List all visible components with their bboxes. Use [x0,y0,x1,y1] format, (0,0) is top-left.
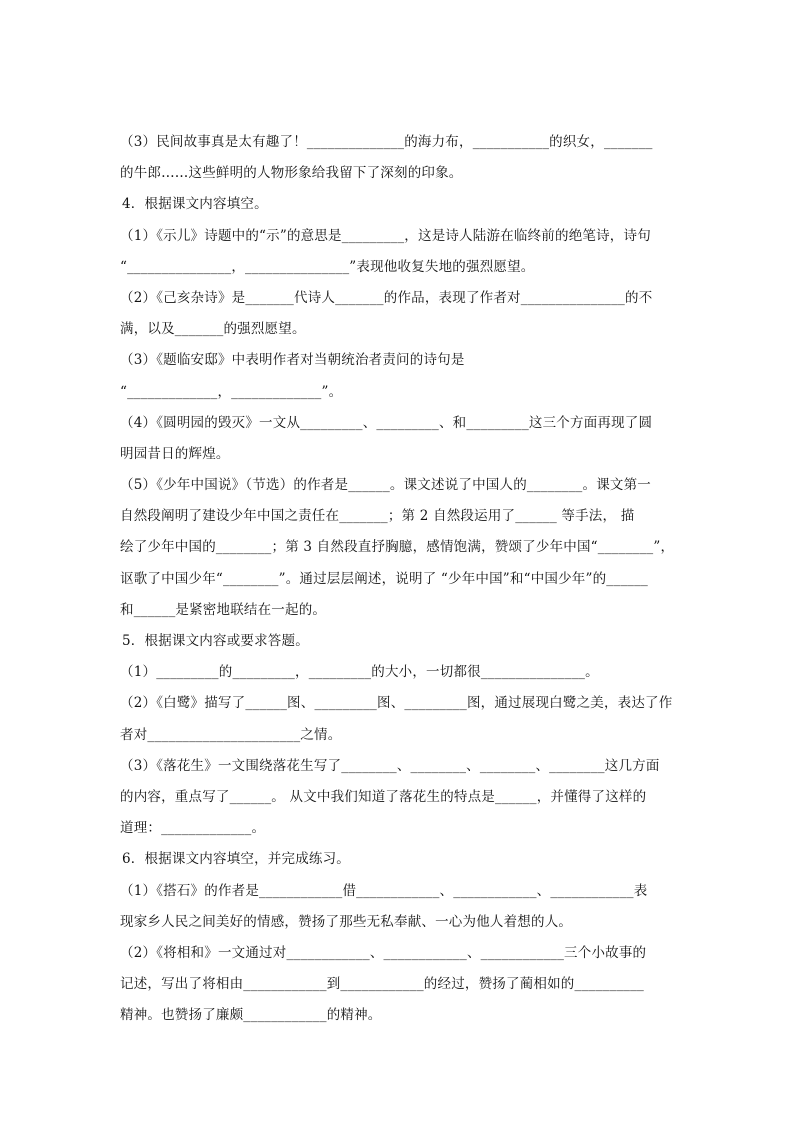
q4-5-line-1: （5）《少年中国说》（节选）的作者是______。课文述说了中国人的________。课文第一 [120,477,651,494]
q5-3-line-3: 道理：_____________。 [120,820,266,837]
q4-1-line-1: （1）《示儿》诗题中的“示”的意思是_________，这是诗人陆游在临终前的绝笔诗，诗句 [120,227,651,244]
q4-3-line-2: “_____________，_____________”。 [120,383,343,400]
q6-2-line-3: 精神。也赞扬了廉颇____________的精神。 [120,1007,382,1024]
q5-3-line-1: （3）《落花生》一文围绕落花生写了________、________、________、________这几方面 [120,757,660,774]
q4-3-line-1: （3）《题临安邸》中表明作者对当朝统治者责问的诗句是 [120,352,465,369]
q6-heading: 6．根据课文内容填空，并完成练习。 [122,851,350,868]
q4-2-line-1: （2）《己亥杂诗》是_______代诗人_______的作品，表现了作者对_______________的不 [120,289,653,306]
q4-heading: 4．根据课文内容填空。 [122,196,268,213]
q6-1-line-1: （1）《搭石》的作者是____________借____________、____________、____________表 [120,882,648,899]
q5-1-line-1: （1）_________的_________，_________的大小，一切都很_______________。 [120,664,599,681]
q5-heading: 5．根据课文内容或要求答题。 [122,633,309,649]
q4-5-line-3: 绘了少年中国的________；第 3 自然段直抒胸臆，感情饱满，赞颂了少年中国“________”， [120,539,675,556]
q5-3-line-2: 的内容，重点写了______。 从文中我们知道了落花生的特点是______，并懂得了这样的 [120,788,647,805]
worksheet-page [120,127,680,1031]
q4-1-line-2: “_______________，_______________”表现他收复失地的强烈愿望。 [120,258,535,275]
q6-1-line-2: 现家乡人民之间美好的情感，赞扬了那些无私奉献、一心为他人着想的人。 [120,913,573,930]
q6-2-line-2: 记述，写出了将相由____________到____________的经过，赞扬了蔺相如的__________ [120,976,644,993]
q4-4-line-1: （4）《圆明园的毁灭》一文从_________、_________、和_________这三个方面再现了圆 [120,414,653,431]
q4-5-line-2: 自然段阐明了建设少年中国之责任在_______；第 2 自然段运用了______ 等手法， 描 [120,508,635,525]
q4-5-line-4: 讴歌了中国少年“________”。通过层层阐述，说明了 “少年中国”和“中国少年”的______ [120,570,648,587]
q4-4-line-2: 明园昔日的辉煌。 [120,445,230,462]
q5-2-line-2: 者对______________________之情。 [120,726,342,743]
q3-3-line-1: （3）民间故事真是太有趣了！______________的海力布，___________的织女，_______ [120,134,653,150]
q5-2-line-1: （2）《白鹭》描写了______图、_________图、_________图，通过展现白鹭之美，表达了作 [120,695,673,712]
q3-3-line-2: 的牛郎……这些鲜明的人物形象给我留下了深刻的印象。 [120,165,463,182]
q4-2-line-2: 满，以及_______的强烈愿望。 [120,321,306,338]
q4-5-line-5: 和______是紧密地联结在一起的。 [120,601,327,618]
q6-2-line-1: （2）《将相和》一文通过对____________、____________、____________三个小故事的 [120,944,647,961]
